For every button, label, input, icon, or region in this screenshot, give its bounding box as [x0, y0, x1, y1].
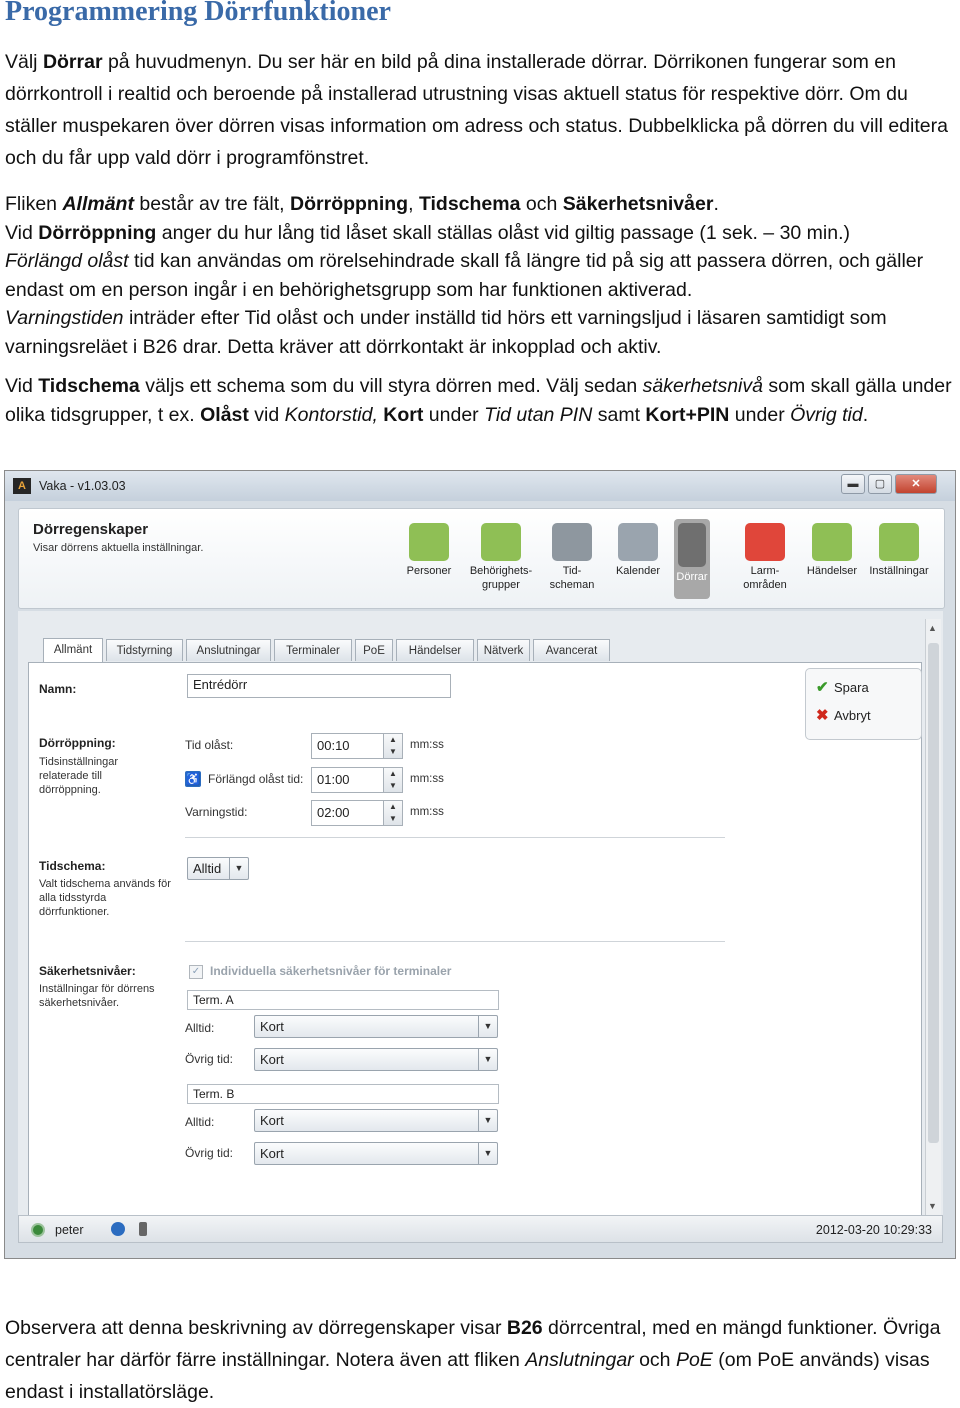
- tab-3[interactable]: Terminaler: [274, 639, 352, 661]
- sak-section-desc: Inställningar för dörrens säkerhetsnivåer.: [39, 983, 155, 1009]
- scroll-down-icon[interactable]: ▼: [928, 1201, 937, 1211]
- text-run: inträder efter Tid olåst och under inställd tid hörs ett varningsljud i läsaren samtidigt som varningsreläet i B26 drar. Detta kräver att dörrkontakt är inkopplad och aktiv.: [5, 307, 887, 358]
- text-run: Säkerhetsnivåer: [562, 193, 714, 215]
- wheelchair-icon: ♿: [185, 772, 201, 786]
- schema-section-desc: Valt tidschema används för alla tidsstyrda dörrfunktioner.: [39, 878, 171, 918]
- nav-label: Larm- områden: [743, 565, 787, 591]
- ovrig-label-a: Övrig tid:: [185, 1052, 234, 1066]
- main-area: [18, 611, 943, 1219]
- text-run: ,: [408, 193, 419, 215]
- note-paragraph: [5, 1312, 957, 1408]
- nav-label: Händelser: [806, 565, 858, 577]
- nav-icon: [812, 523, 852, 561]
- text-run: Vid: [5, 221, 39, 244]
- allmant-panel: [28, 662, 922, 1216]
- text-run: vid: [248, 403, 285, 426]
- alltid-select-b[interactable]: Kort ▼: [254, 1109, 498, 1132]
- tab-5[interactable]: Händelser: [396, 639, 474, 661]
- tab-4[interactable]: PoE: [355, 639, 393, 661]
- tab-2[interactable]: Anslutningar: [186, 639, 271, 661]
- status-bar: [18, 1215, 943, 1243]
- text-run: B26: [506, 1317, 543, 1339]
- individual-levels-label: Individuella säkerhetsnivåer för terminaler: [210, 964, 452, 978]
- varning-label: Varningstid:: [185, 805, 248, 819]
- schema-select[interactable]: Alltid ▼: [187, 857, 249, 880]
- text-run: Observera att denna beskrivning av dörregenskaper visar: [5, 1317, 507, 1339]
- text-run: (om PoE används) visas endast i installatörsläge.: [5, 1349, 930, 1403]
- app-screenshot: [4, 470, 956, 1259]
- scrollbar[interactable]: [925, 619, 941, 1216]
- separator: [185, 837, 725, 838]
- connection-icon: [139, 1222, 147, 1236]
- door-section-desc: Tidsinställningar relaterade till dörröppning.: [39, 756, 119, 796]
- text-run: under: [729, 403, 791, 426]
- forlangd-label: Förlängd olåst tid:: [208, 772, 304, 786]
- nav-icon: [678, 523, 706, 567]
- app-logo-icon: A: [13, 478, 31, 494]
- nav-label: Personer: [406, 565, 452, 577]
- text-run: Olåst: [200, 403, 249, 426]
- chevron-down-icon: ▼: [478, 1016, 497, 1037]
- text-run: och: [520, 193, 563, 215]
- text-run: .: [713, 193, 719, 215]
- nav-label: Dörrar: [676, 571, 708, 583]
- nav-item-4[interactable]: [674, 519, 710, 599]
- text-run: Kontorstid,: [284, 403, 378, 426]
- nav-label: Inställningar: [869, 565, 929, 577]
- nav-label: Tid- scheman: [549, 565, 595, 591]
- page-title: Dörregenskaper: [33, 521, 149, 538]
- text-run: Tidschema: [418, 193, 521, 215]
- tab-1[interactable]: Tidstyrning: [106, 639, 183, 661]
- nav-icon: [745, 523, 785, 561]
- text-run: på huvudmenyn. Du ser här en bild på dina installerade dörrar. Dörrikonen fungerar som en dörrkontroll i realtid och beroende på installerad utrustning visas aktuell status för respektive dörr. Om du ställer muspekaren över dörren visas information om adress och status. Dubbelklicka på dörren du vill editera och du får upp vald dörr i programfönstret.: [5, 51, 948, 169]
- tab-7[interactable]: Avancerat: [533, 639, 610, 661]
- text-run: Dörröppning: [290, 193, 409, 215]
- text-run: Övrig tid: [790, 403, 863, 426]
- nav-icon: [618, 523, 658, 561]
- text-run: Tidschema: [38, 375, 140, 397]
- alltid-label-b: Alltid:: [185, 1115, 215, 1129]
- nav-label: Kalender: [615, 565, 661, 577]
- document-title: Programmering Dörrfunktioner: [5, 0, 391, 27]
- nav-label: Behörighets- grupper: [469, 565, 533, 591]
- tab-0[interactable]: Allmänt: [43, 638, 103, 662]
- tid-olast-spinner[interactable]: ▲ ▼: [383, 733, 403, 759]
- tidschema-paragraph: [5, 372, 957, 429]
- nav-item-1[interactable]: [466, 519, 536, 599]
- text-run: Vid: [5, 375, 39, 397]
- text-run: Fliken: [5, 193, 63, 215]
- check-icon: ✔: [816, 679, 829, 696]
- close-button[interactable]: ✕: [895, 474, 937, 494]
- ovrig-select-b[interactable]: Kort ▼: [254, 1142, 498, 1165]
- alltid-select-a[interactable]: Kort ▼: [254, 1015, 498, 1038]
- text-run: .: [862, 403, 869, 426]
- name-input[interactable]: Entrédörr: [187, 674, 451, 698]
- intro-paragraph: [5, 46, 957, 174]
- forlangd-spinner[interactable]: ▲ ▼: [383, 767, 403, 793]
- text-run: Anslutningar: [525, 1349, 634, 1371]
- info-icon[interactable]: [111, 1222, 125, 1236]
- tab-6[interactable]: Nätverk: [477, 639, 530, 661]
- chevron-down-icon: ▼: [229, 858, 248, 879]
- nav-item-2[interactable]: [537, 519, 607, 599]
- current-user: peter: [55, 1223, 84, 1237]
- maximize-button[interactable]: ▢: [868, 474, 892, 494]
- ovrig-label-b: Övrig tid:: [185, 1146, 234, 1160]
- text-run: och: [633, 1349, 676, 1371]
- tid-olast-unit: mm:ss: [410, 739, 444, 751]
- online-status-icon: [31, 1223, 45, 1237]
- save-button[interactable]: Spara: [834, 680, 869, 695]
- nav-icon: [552, 523, 592, 561]
- nav-icon: [409, 523, 449, 561]
- text-run: säkerhetsnivå: [642, 375, 763, 397]
- text-run: anger du hur lång tid låset skall ställas olåst vid giltig passage (1 sek. – 30 min.): [156, 221, 851, 244]
- varning-spinner[interactable]: ▲ ▼: [383, 800, 403, 826]
- cross-icon: ✖: [816, 707, 829, 724]
- text-run: Kort+PIN: [645, 403, 730, 426]
- text-run: Dörröppning: [38, 221, 157, 244]
- title-bar: [5, 471, 955, 501]
- forlangd-unit: mm:ss: [410, 773, 444, 785]
- varning-unit: mm:ss: [410, 806, 444, 818]
- page-subtitle: Visar dörrens aktuella inställningar.: [33, 542, 204, 554]
- chevron-down-icon: ▼: [478, 1110, 497, 1131]
- nav-icon: [481, 523, 521, 561]
- forlangd-input[interactable]: 01:00: [311, 767, 384, 793]
- nav-item-5[interactable]: [730, 519, 800, 599]
- nav-item-6[interactable]: [797, 519, 867, 599]
- varning-input[interactable]: 02:00: [311, 800, 384, 826]
- text-run: består av tre fält,: [133, 193, 291, 215]
- text-run: under: [423, 403, 485, 426]
- text-run: samt: [592, 403, 646, 426]
- cancel-button[interactable]: Avbryt: [834, 708, 871, 723]
- text-run: PoE: [675, 1349, 713, 1371]
- allmant-paragraph: [5, 190, 957, 361]
- text-run: Tid utan PIN: [484, 403, 593, 426]
- header-panel: [18, 508, 945, 609]
- schema-section-title: Tidschema:: [39, 859, 106, 873]
- text-run: Välj: [5, 51, 43, 73]
- tid-olast-input[interactable]: 00:10: [311, 733, 384, 759]
- individual-levels-checkbox[interactable]: ✓: [189, 965, 203, 979]
- sak-section-title: Säkerhetsnivåer:: [39, 964, 136, 978]
- window-title: Vaka - v1.03.03: [39, 479, 126, 493]
- chevron-down-icon: ▼: [478, 1049, 497, 1070]
- name-label: Namn:: [39, 682, 77, 696]
- text-run: tid kan användas om rörelsehindrade skall få längre tid på sig att passera dörren, och gäller endast om en person ingår i en behörighetsgrupp som har funktionen aktiverad.: [5, 250, 924, 301]
- minimize-button[interactable]: ▬: [841, 474, 865, 494]
- door-section-title: Dörröppning:: [39, 736, 116, 750]
- text-run: dörrcentral, med en mängd funktioner. Övriga centraler har därför färre inställningar. Notera även att fliken: [5, 1317, 941, 1371]
- separator: [185, 941, 725, 942]
- text-run: Varningstiden: [5, 307, 124, 329]
- scroll-thumb[interactable]: [928, 643, 939, 1143]
- scroll-up-icon[interactable]: ▲: [928, 623, 937, 633]
- action-box: [805, 668, 922, 740]
- term-b-header: Term. B: [187, 1084, 499, 1104]
- tid-olast-label: Tid olåst:: [185, 738, 234, 752]
- text-run: väljs ett schema som du vill styra dörren med. Välj sedan: [139, 375, 643, 397]
- text-run: Förlängd olåst: [5, 250, 129, 272]
- nav-item-7[interactable]: [864, 519, 934, 599]
- alltid-label-a: Alltid:: [185, 1021, 215, 1035]
- ovrig-select-a[interactable]: Kort ▼: [254, 1048, 498, 1071]
- text-run: Dörrar: [42, 51, 103, 73]
- term-a-header: Term. A: [187, 990, 499, 1010]
- text-run: Kort: [383, 403, 424, 426]
- nav-item-3[interactable]: [603, 519, 673, 599]
- chevron-down-icon: ▼: [478, 1143, 497, 1164]
- nav-icon: [879, 523, 919, 561]
- status-clock: 2012-03-20 10:29:33: [815, 1223, 932, 1237]
- text-run: som skall gälla under olika tidsgrupper, t ex.: [5, 375, 952, 426]
- nav-item-0[interactable]: [394, 519, 464, 599]
- text-run: Allmänt: [62, 193, 134, 215]
